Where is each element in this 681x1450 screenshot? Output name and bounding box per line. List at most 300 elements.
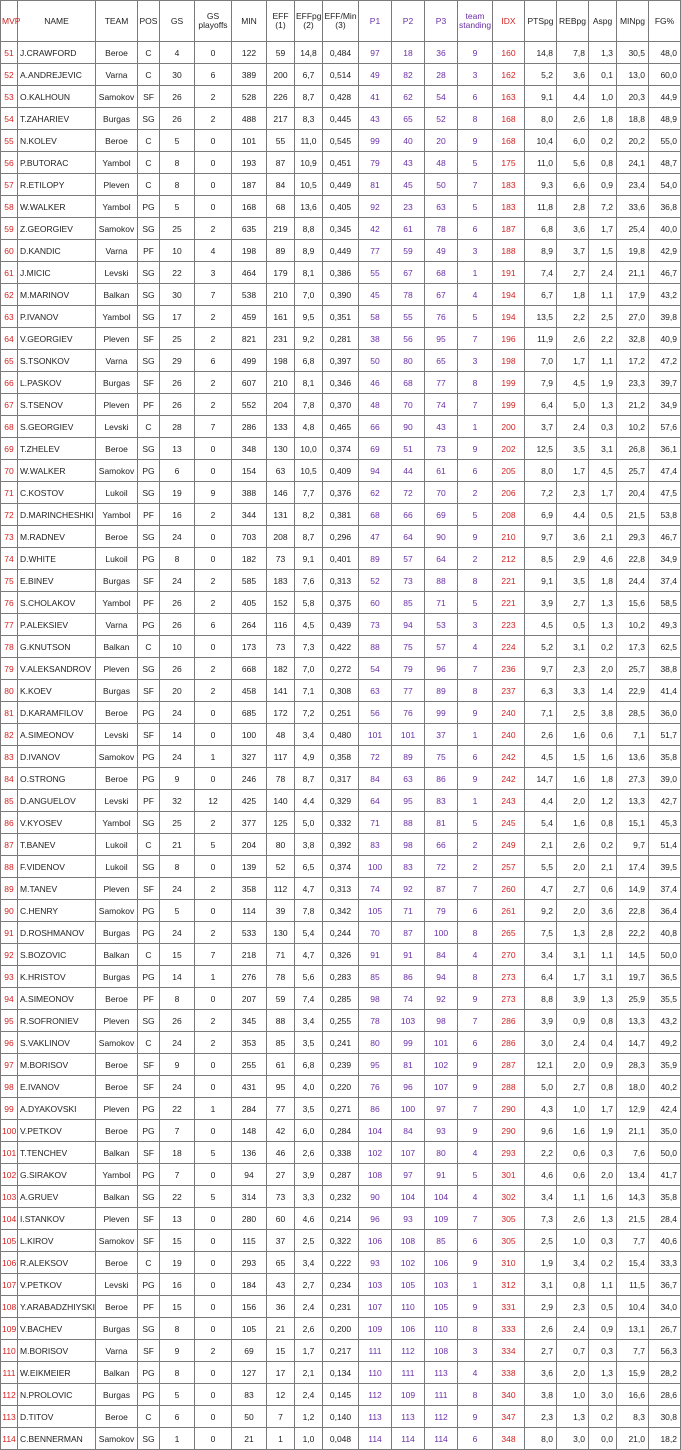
cell-fg-pct: 36,1 bbox=[649, 438, 681, 460]
cell-minpg: 22,9 bbox=[617, 680, 649, 702]
cell-idx: 305 bbox=[493, 1230, 525, 1252]
cell-fg-pct: 40,6 bbox=[649, 1230, 681, 1252]
table-row bbox=[1, 900, 681, 922]
cell-min: 21 bbox=[232, 1428, 267, 1450]
cell-aspg: 3,6 bbox=[589, 900, 617, 922]
cell-p3: 73 bbox=[425, 438, 458, 460]
cell-pos: PG bbox=[138, 1164, 160, 1186]
cell-ptspg: 2,1 bbox=[525, 834, 557, 856]
cell-pos: C bbox=[138, 1252, 160, 1274]
cell-rebpg: 2,9 bbox=[557, 548, 589, 570]
header-effpg: EFFpg (2) bbox=[295, 1, 323, 42]
cell-team: Beroe bbox=[96, 1076, 138, 1098]
cell-aspg: 2,0 bbox=[589, 1164, 617, 1186]
cell-team: Pleven bbox=[96, 1208, 138, 1230]
cell-eff: 226 bbox=[267, 86, 295, 108]
cell-team-standing: 1 bbox=[458, 790, 493, 812]
cell-p3: 36 bbox=[425, 42, 458, 64]
cell-name: A.SIMEONOV bbox=[18, 988, 96, 1010]
cell-eff: 140 bbox=[267, 790, 295, 812]
cell-mvp: 67 bbox=[1, 394, 18, 416]
cell-p3: 77 bbox=[425, 372, 458, 394]
cell-rebpg: 1,5 bbox=[557, 746, 589, 768]
table-row bbox=[1, 1406, 681, 1428]
cell-p3: 81 bbox=[425, 812, 458, 834]
cell-name: T.TENCHEV bbox=[18, 1142, 96, 1164]
cell-p3: 91 bbox=[425, 1164, 458, 1186]
cell-minpg: 21,1 bbox=[617, 1120, 649, 1142]
cell-gs: 28 bbox=[160, 416, 195, 438]
cell-pos: PG bbox=[138, 900, 160, 922]
cell-ptspg: 6,3 bbox=[525, 680, 557, 702]
cell-minpg: 11,5 bbox=[617, 1274, 649, 1296]
header-fg-pct: FG% bbox=[649, 1, 681, 42]
cell-mvp: 52 bbox=[1, 64, 18, 86]
cell-idx: 202 bbox=[493, 438, 525, 460]
cell-gs-playoffs: 0 bbox=[195, 1362, 232, 1384]
cell-p2: 94 bbox=[392, 614, 425, 636]
cell-gs: 14 bbox=[160, 724, 195, 746]
cell-p2: 91 bbox=[392, 944, 425, 966]
cell-team: Burgas bbox=[96, 108, 138, 130]
cell-idx: 260 bbox=[493, 878, 525, 900]
header-pos: POS bbox=[138, 1, 160, 42]
cell-eff: 219 bbox=[267, 218, 295, 240]
cell-team: Lukoil bbox=[96, 482, 138, 504]
cell-team-standing: 4 bbox=[458, 1142, 493, 1164]
cell-aspg: 0,6 bbox=[589, 878, 617, 900]
cell-gs: 15 bbox=[160, 1296, 195, 1318]
cell-effpg: 7,0 bbox=[295, 658, 323, 680]
cell-p2: 70 bbox=[392, 394, 425, 416]
cell-idx: 163 bbox=[493, 86, 525, 108]
cell-eff: 77 bbox=[267, 1098, 295, 1120]
cell-team: Yambol bbox=[96, 196, 138, 218]
cell-p3: 112 bbox=[425, 1406, 458, 1428]
cell-effpg: 3,4 bbox=[295, 1252, 323, 1274]
cell-gs-playoffs: 7 bbox=[195, 416, 232, 438]
cell-p1: 99 bbox=[359, 130, 392, 152]
cell-name: S.BOZOVIC bbox=[18, 944, 96, 966]
cell-name: D.WHITE bbox=[18, 548, 96, 570]
cell-name: T.BANEV bbox=[18, 834, 96, 856]
cell-aspg: 1,1 bbox=[589, 944, 617, 966]
cell-name: N.KOLEV bbox=[18, 130, 96, 152]
cell-eff: 210 bbox=[267, 372, 295, 394]
cell-fg-pct: 35,8 bbox=[649, 746, 681, 768]
cell-name: V.GEORGIEV bbox=[18, 328, 96, 350]
cell-pos: SF bbox=[138, 1208, 160, 1230]
cell-idx: 286 bbox=[493, 1010, 525, 1032]
cell-fg-pct: 35,8 bbox=[649, 1186, 681, 1208]
cell-team-standing: 9 bbox=[458, 1296, 493, 1318]
cell-p2: 99 bbox=[392, 1032, 425, 1054]
cell-team: Varna bbox=[96, 240, 138, 262]
table-row bbox=[1, 482, 681, 504]
cell-min: 280 bbox=[232, 1208, 267, 1230]
cell-effpg: 9,2 bbox=[295, 328, 323, 350]
cell-gs: 6 bbox=[160, 460, 195, 482]
cell-min: 105 bbox=[232, 1318, 267, 1340]
cell-p2: 83 bbox=[392, 856, 425, 878]
cell-p1: 97 bbox=[359, 42, 392, 64]
cell-p1: 76 bbox=[359, 1076, 392, 1098]
cell-p3: 104 bbox=[425, 1186, 458, 1208]
cell-pos: PG bbox=[138, 1274, 160, 1296]
cell-pos: PG bbox=[138, 966, 160, 988]
table-row bbox=[1, 768, 681, 790]
cell-idx: 257 bbox=[493, 856, 525, 878]
cell-name: C.HENRY bbox=[18, 900, 96, 922]
cell-name: A.SIMEONOV bbox=[18, 724, 96, 746]
cell-rebpg: 0,9 bbox=[557, 1010, 589, 1032]
cell-name: W.WALKER bbox=[18, 196, 96, 218]
cell-aspg: 0,2 bbox=[589, 1252, 617, 1274]
cell-gs-playoffs: 0 bbox=[195, 152, 232, 174]
cell-p3: 105 bbox=[425, 1296, 458, 1318]
cell-aspg: 3,1 bbox=[589, 966, 617, 988]
cell-eff-min: 0,255 bbox=[323, 1010, 359, 1032]
cell-minpg: 16,6 bbox=[617, 1384, 649, 1406]
cell-name: R.SOFRONIEV bbox=[18, 1010, 96, 1032]
cell-rebpg: 0,5 bbox=[557, 614, 589, 636]
cell-aspg: 1,3 bbox=[589, 988, 617, 1010]
cell-p1: 84 bbox=[359, 768, 392, 790]
cell-min: 168 bbox=[232, 196, 267, 218]
cell-eff-min: 0,234 bbox=[323, 1274, 359, 1296]
cell-idx: 270 bbox=[493, 944, 525, 966]
cell-team-standing: 7 bbox=[458, 878, 493, 900]
cell-ptspg: 7,5 bbox=[525, 922, 557, 944]
cell-ptspg: 9,2 bbox=[525, 900, 557, 922]
cell-eff: 48 bbox=[267, 724, 295, 746]
cell-effpg: 2,1 bbox=[295, 1362, 323, 1384]
cell-pos: SF bbox=[138, 1230, 160, 1252]
cell-rebpg: 1,1 bbox=[557, 1186, 589, 1208]
cell-idx: 265 bbox=[493, 922, 525, 944]
cell-minpg: 9,7 bbox=[617, 834, 649, 856]
cell-mvp: 56 bbox=[1, 152, 18, 174]
cell-p2: 88 bbox=[392, 812, 425, 834]
table-row bbox=[1, 724, 681, 746]
cell-p1: 96 bbox=[359, 1208, 392, 1230]
cell-name: N.PROLOVIC bbox=[18, 1384, 96, 1406]
cell-eff: 71 bbox=[267, 944, 295, 966]
cell-min: 101 bbox=[232, 130, 267, 152]
cell-minpg: 14,7 bbox=[617, 1032, 649, 1054]
header-ptspg: PTSpg bbox=[525, 1, 557, 42]
cell-idx: 224 bbox=[493, 636, 525, 658]
cell-p1: 103 bbox=[359, 1274, 392, 1296]
table-row bbox=[1, 1384, 681, 1406]
cell-gs-playoffs: 2 bbox=[195, 218, 232, 240]
cell-rebpg: 3,9 bbox=[557, 988, 589, 1010]
cell-team: Varna bbox=[96, 350, 138, 372]
cell-gs-playoffs: 6 bbox=[195, 350, 232, 372]
cell-minpg: 14,5 bbox=[617, 944, 649, 966]
cell-min: 148 bbox=[232, 1120, 267, 1142]
header-eff: EFF (1) bbox=[267, 1, 295, 42]
cell-p1: 94 bbox=[359, 460, 392, 482]
cell-p3: 96 bbox=[425, 658, 458, 680]
cell-eff-min: 0,231 bbox=[323, 1296, 359, 1318]
cell-aspg: 1,3 bbox=[589, 1362, 617, 1384]
cell-mvp: 68 bbox=[1, 416, 18, 438]
cell-ptspg: 3,7 bbox=[525, 416, 557, 438]
cell-gs: 10 bbox=[160, 240, 195, 262]
cell-team: Lukoil bbox=[96, 548, 138, 570]
cell-fg-pct: 62,5 bbox=[649, 636, 681, 658]
cell-name: L.KIROV bbox=[18, 1230, 96, 1252]
cell-ptspg: 5,4 bbox=[525, 812, 557, 834]
table-row bbox=[1, 1098, 681, 1120]
cell-gs-playoffs: 5 bbox=[195, 1186, 232, 1208]
cell-p3: 53 bbox=[425, 614, 458, 636]
cell-fg-pct: 28,2 bbox=[649, 1362, 681, 1384]
cell-gs-playoffs: 0 bbox=[195, 1318, 232, 1340]
cell-min: 122 bbox=[232, 42, 267, 64]
cell-min: 635 bbox=[232, 218, 267, 240]
cell-p3: 70 bbox=[425, 482, 458, 504]
cell-gs: 19 bbox=[160, 482, 195, 504]
cell-p1: 78 bbox=[359, 1010, 392, 1032]
cell-ptspg: 9,1 bbox=[525, 86, 557, 108]
cell-eff: 65 bbox=[267, 1252, 295, 1274]
cell-fg-pct: 44,9 bbox=[649, 86, 681, 108]
cell-minpg: 21,1 bbox=[617, 262, 649, 284]
cell-min: 198 bbox=[232, 240, 267, 262]
cell-fg-pct: 42,4 bbox=[649, 1098, 681, 1120]
cell-eff: 1 bbox=[267, 1428, 295, 1450]
cell-gs-playoffs: 9 bbox=[195, 482, 232, 504]
cell-gs: 24 bbox=[160, 878, 195, 900]
table-row bbox=[1, 240, 681, 262]
cell-eff: 146 bbox=[267, 482, 295, 504]
cell-team-standing: 9 bbox=[458, 1252, 493, 1274]
cell-rebpg: 2,7 bbox=[557, 592, 589, 614]
cell-team: Beroe bbox=[96, 1406, 138, 1428]
cell-p2: 81 bbox=[392, 1054, 425, 1076]
cell-pos: PF bbox=[138, 1296, 160, 1318]
cell-fg-pct: 51,4 bbox=[649, 834, 681, 856]
cell-eff: 217 bbox=[267, 108, 295, 130]
cell-p1: 73 bbox=[359, 614, 392, 636]
cell-eff-min: 0,338 bbox=[323, 1142, 359, 1164]
cell-mvp: 76 bbox=[1, 592, 18, 614]
table-row bbox=[1, 1428, 681, 1450]
cell-p2: 44 bbox=[392, 460, 425, 482]
cell-ptspg: 2,5 bbox=[525, 1230, 557, 1252]
cell-eff: 141 bbox=[267, 680, 295, 702]
cell-gs: 8 bbox=[160, 856, 195, 878]
cell-gs-playoffs: 0 bbox=[195, 1406, 232, 1428]
cell-rebpg: 2,4 bbox=[557, 1032, 589, 1054]
cell-rebpg: 4,4 bbox=[557, 86, 589, 108]
cell-rebpg: 0,6 bbox=[557, 1164, 589, 1186]
cell-min: 405 bbox=[232, 592, 267, 614]
cell-idx: 162 bbox=[493, 64, 525, 86]
cell-gs: 8 bbox=[160, 548, 195, 570]
cell-idx: 221 bbox=[493, 570, 525, 592]
cell-fg-pct: 57,6 bbox=[649, 416, 681, 438]
cell-team-standing: 1 bbox=[458, 1274, 493, 1296]
cell-p2: 68 bbox=[392, 372, 425, 394]
cell-gs: 15 bbox=[160, 1230, 195, 1252]
cell-p2: 96 bbox=[392, 1076, 425, 1098]
cell-team: Yambol bbox=[96, 504, 138, 526]
cell-gs: 5 bbox=[160, 900, 195, 922]
cell-p3: 84 bbox=[425, 944, 458, 966]
cell-eff-min: 0,326 bbox=[323, 944, 359, 966]
cell-fg-pct: 18,2 bbox=[649, 1428, 681, 1450]
cell-eff: 42 bbox=[267, 1120, 295, 1142]
cell-aspg: 1,1 bbox=[589, 1274, 617, 1296]
table-row bbox=[1, 1032, 681, 1054]
cell-team-standing: 9 bbox=[458, 988, 493, 1010]
cell-rebpg: 2,4 bbox=[557, 1318, 589, 1340]
cell-mvp: 83 bbox=[1, 746, 18, 768]
cell-idx: 223 bbox=[493, 614, 525, 636]
cell-rebpg: 2,6 bbox=[557, 108, 589, 130]
cell-minpg: 26,8 bbox=[617, 438, 649, 460]
cell-effpg: 8,7 bbox=[295, 86, 323, 108]
cell-p1: 70 bbox=[359, 922, 392, 944]
cell-gs: 4 bbox=[160, 42, 195, 64]
cell-eff: 17 bbox=[267, 1362, 295, 1384]
cell-mvp: 114 bbox=[1, 1428, 18, 1450]
cell-rebpg: 1,6 bbox=[557, 768, 589, 790]
cell-eff-min: 0,251 bbox=[323, 702, 359, 724]
cell-team: Levski bbox=[96, 724, 138, 746]
cell-minpg: 33,6 bbox=[617, 196, 649, 218]
cell-p2: 65 bbox=[392, 108, 425, 130]
cell-ptspg: 7,0 bbox=[525, 350, 557, 372]
cell-minpg: 29,3 bbox=[617, 526, 649, 548]
cell-p2: 43 bbox=[392, 152, 425, 174]
cell-gs-playoffs: 7 bbox=[195, 944, 232, 966]
cell-name: S.VAKLINOV bbox=[18, 1032, 96, 1054]
cell-name: M.BORISOV bbox=[18, 1054, 96, 1076]
cell-minpg: 10,2 bbox=[617, 416, 649, 438]
cell-fg-pct: 48,7 bbox=[649, 152, 681, 174]
cell-fg-pct: 40,0 bbox=[649, 218, 681, 240]
header-eff-min: EFF/Min (3) bbox=[323, 1, 359, 42]
cell-eff-min: 0,428 bbox=[323, 86, 359, 108]
cell-p3: 66 bbox=[425, 834, 458, 856]
cell-team: Yambol bbox=[96, 152, 138, 174]
cell-minpg: 20,2 bbox=[617, 130, 649, 152]
cell-ptspg: 2,6 bbox=[525, 1318, 557, 1340]
cell-team-standing: 8 bbox=[458, 966, 493, 988]
cell-gs: 26 bbox=[160, 658, 195, 680]
cell-ptspg: 14,8 bbox=[525, 42, 557, 64]
cell-min: 668 bbox=[232, 658, 267, 680]
cell-effpg: 10,5 bbox=[295, 460, 323, 482]
cell-team: Burgas bbox=[96, 1384, 138, 1406]
cell-p3: 74 bbox=[425, 394, 458, 416]
cell-team-standing: 6 bbox=[458, 218, 493, 240]
cell-team-standing: 2 bbox=[458, 548, 493, 570]
cell-aspg: 2,2 bbox=[589, 328, 617, 350]
cell-team-standing: 6 bbox=[458, 1032, 493, 1054]
cell-minpg: 18,8 bbox=[617, 108, 649, 130]
cell-eff-min: 0,313 bbox=[323, 878, 359, 900]
cell-eff: 117 bbox=[267, 746, 295, 768]
cell-eff: 21 bbox=[267, 1318, 295, 1340]
cell-effpg: 11,0 bbox=[295, 130, 323, 152]
cell-gs-playoffs: 0 bbox=[195, 1252, 232, 1274]
cell-rebpg: 2,7 bbox=[557, 262, 589, 284]
cell-team-standing: 2 bbox=[458, 482, 493, 504]
cell-eff-min: 0,239 bbox=[323, 1054, 359, 1076]
cell-pos: PG bbox=[138, 768, 160, 790]
cell-eff: 59 bbox=[267, 988, 295, 1010]
cell-name: A.DYAKOVSKI bbox=[18, 1098, 96, 1120]
cell-gs-playoffs: 0 bbox=[195, 636, 232, 658]
cell-p2: 80 bbox=[392, 350, 425, 372]
cell-fg-pct: 40,2 bbox=[649, 1076, 681, 1098]
cell-p1: 104 bbox=[359, 1120, 392, 1142]
cell-fg-pct: 33,3 bbox=[649, 1252, 681, 1274]
cell-minpg: 25,4 bbox=[617, 218, 649, 240]
cell-p1: 62 bbox=[359, 482, 392, 504]
cell-fg-pct: 48,9 bbox=[649, 108, 681, 130]
cell-gs-playoffs: 0 bbox=[195, 1428, 232, 1450]
table-row bbox=[1, 614, 681, 636]
cell-minpg: 13,4 bbox=[617, 1164, 649, 1186]
cell-idx: 242 bbox=[493, 768, 525, 790]
cell-p2: 111 bbox=[392, 1362, 425, 1384]
cell-p1: 63 bbox=[359, 680, 392, 702]
cell-aspg: 0,8 bbox=[589, 1010, 617, 1032]
cell-fg-pct: 49,2 bbox=[649, 1032, 681, 1054]
cell-fg-pct: 55,0 bbox=[649, 130, 681, 152]
cell-p2: 23 bbox=[392, 196, 425, 218]
cell-ptspg: 4,4 bbox=[525, 790, 557, 812]
cell-aspg: 1,6 bbox=[589, 1186, 617, 1208]
table-row bbox=[1, 922, 681, 944]
cell-eff: 179 bbox=[267, 262, 295, 284]
cell-ptspg: 6,9 bbox=[525, 504, 557, 526]
cell-eff-min: 0,281 bbox=[323, 328, 359, 350]
cell-min: 685 bbox=[232, 702, 267, 724]
cell-p3: 98 bbox=[425, 1010, 458, 1032]
cell-aspg: 1,0 bbox=[589, 86, 617, 108]
cell-p3: 69 bbox=[425, 504, 458, 526]
cell-ptspg: 3,6 bbox=[525, 1362, 557, 1384]
cell-team: Levski bbox=[96, 1274, 138, 1296]
cell-p3: 109 bbox=[425, 1208, 458, 1230]
cell-rebpg: 1,0 bbox=[557, 1230, 589, 1252]
cell-idx: 187 bbox=[493, 218, 525, 240]
cell-ptspg: 12,5 bbox=[525, 438, 557, 460]
cell-idx: 333 bbox=[493, 1318, 525, 1340]
cell-ptspg: 11,8 bbox=[525, 196, 557, 218]
cell-idx: 293 bbox=[493, 1142, 525, 1164]
cell-p2: 98 bbox=[392, 834, 425, 856]
cell-team-standing: 3 bbox=[458, 614, 493, 636]
cell-gs-playoffs: 5 bbox=[195, 1142, 232, 1164]
cell-min: 83 bbox=[232, 1384, 267, 1406]
cell-min: 389 bbox=[232, 64, 267, 86]
cell-rebpg: 3,5 bbox=[557, 438, 589, 460]
cell-effpg: 6,8 bbox=[295, 1054, 323, 1076]
cell-eff-min: 0,439 bbox=[323, 614, 359, 636]
table-row bbox=[1, 988, 681, 1010]
cell-minpg: 17,9 bbox=[617, 284, 649, 306]
cell-eff-min: 0,451 bbox=[323, 152, 359, 174]
cell-pos: PG bbox=[138, 1384, 160, 1406]
